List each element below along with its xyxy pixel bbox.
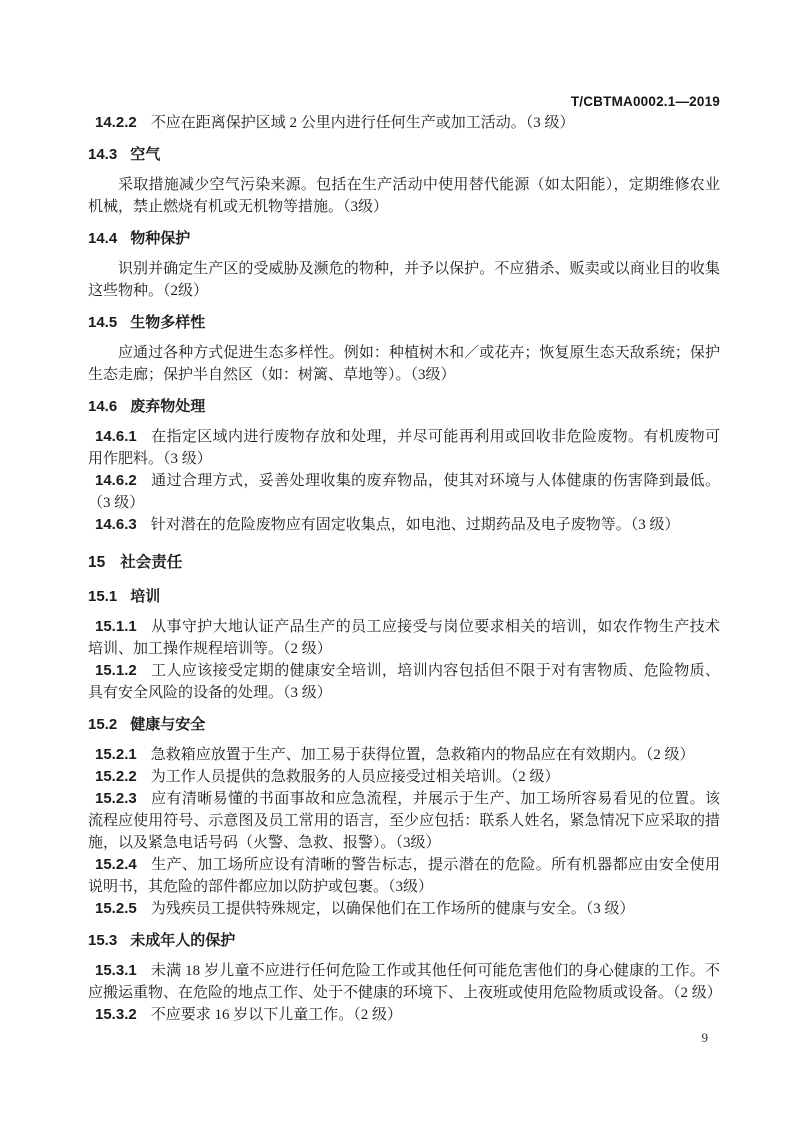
heading-number: 14.3	[88, 146, 118, 163]
clause	[88, 660, 720, 704]
paragraph-text: 应通过各种方式促进生态多样性。例如：种植树木和／或花卉；恢复原生态天敌系统；保护生态走廊；保护半自然区（如：树篱、草地等）。（3级）	[88, 345, 720, 383]
heading-title: 物种保护	[130, 230, 191, 247]
clause-text: 未满 18 岁儿童不应进行任何危险工作或其他任何可能危害他们的身心健康的工作。不应搬运重物、在危险的地点工作、处于不健康的环境下、上夜班或使用危险物质或设备。（2 级）	[88, 963, 722, 1001]
heading-number: 14.5	[88, 314, 118, 331]
clause	[88, 112, 720, 134]
clause-text: 生产、加工场所应设有清晰的警告标志，提示潜在的危险。所有机器都应由安全使用说明书，其危险的部件都应加以防护或包裹。（3级）	[88, 857, 720, 895]
clause	[88, 616, 720, 660]
standard-number: T/CBTMA0002.1—2019	[570, 94, 720, 109]
clause-text: 通过合理方式，妥善处理收集的废弃物品，使其对环境与人体健康的伤害降到最低。（3 级）	[88, 473, 720, 511]
clause-number: 15.1.1	[95, 618, 137, 635]
page-header	[88, 94, 720, 109]
clause-number: 15.2.4	[95, 856, 137, 873]
section-heading	[88, 396, 720, 418]
paragraph	[88, 258, 720, 302]
clause-number: 15.2.1	[95, 746, 137, 763]
section-heading	[88, 312, 720, 334]
heading-title: 未成年人的保护	[130, 932, 236, 949]
clause	[88, 470, 720, 514]
clause-text: 针对潜在的危险废物应有固定收集点，如电池、过期药品及电子废物等。（3 级）	[150, 517, 680, 533]
clause	[88, 960, 720, 1004]
clause-number: 14.6.3	[95, 516, 137, 533]
clause-text: 在指定区域内进行废物存放和处理，并尽可能再利用或回收非危险废物。有机废物可用作肥料。（3 级）	[88, 429, 720, 467]
heading-title: 健康与安全	[130, 716, 206, 733]
clause-text: 急救箱应放置于生产、加工易于获得位置，急救箱内的物品应在有效期内。（2 级）	[150, 747, 695, 763]
clause-text: 应有清晰易懂的书面事故和应急流程，并展示于生产、加工场所容易看见的位置。该流程应使用符号、示意图及员工常用的语言，至少应包括：联系人姓名，紧急情况下应采取的措施，以及紧急电话号码（火警、急救、报警）。（3级）	[88, 791, 720, 851]
clause-number: 15.2.3	[95, 790, 137, 807]
clause	[88, 766, 720, 788]
heading-title: 生物多样性	[130, 314, 206, 331]
clause-number: 15.2.2	[95, 768, 137, 785]
clause-text: 不应要求 16 岁以下儿童工作。（2 级）	[150, 1007, 402, 1023]
clause	[88, 426, 720, 470]
clause-number: 15.2.5	[95, 900, 137, 917]
clause-text: 从事守护大地认证产品生产的员工应接受与岗位要求相关的培训，如农作物生产技术培训、加工操作规程培训等。（2 级）	[88, 619, 720, 657]
page-footer	[702, 1030, 709, 1046]
clause-number: 15.3.2	[95, 1006, 137, 1023]
paragraph	[88, 342, 720, 386]
heading-number: 15.1	[88, 588, 118, 605]
heading-number: 15.3	[88, 932, 118, 949]
heading-title: 培训	[130, 588, 161, 605]
heading-title: 空气	[130, 146, 161, 163]
clause	[88, 744, 720, 766]
section-heading	[88, 714, 720, 736]
clause-text: 为残疾员工提供特殊规定，以确保他们在工作场所的健康与安全。（3 级）	[150, 901, 635, 917]
heading-number: 14.4	[88, 230, 118, 247]
clause-text: 不应在距离保护区域 2 公里内进行任何生产或加工活动。（3 级）	[150, 115, 575, 131]
clause-number: 15.1.2	[95, 662, 137, 679]
section-heading	[88, 586, 720, 608]
heading-number: 14.6	[88, 398, 118, 415]
clause-number: 15.3.1	[95, 962, 137, 979]
clause-number: 14.2.2	[95, 114, 137, 131]
paragraph	[88, 174, 720, 218]
clause-text: 为工作人员提供的急救服务的人员应接受过相关培训。（2 级）	[150, 769, 560, 785]
clause	[88, 514, 720, 536]
section-heading	[88, 228, 720, 250]
heading-number: 15.2	[88, 716, 118, 733]
heading-number: 15	[88, 554, 106, 571]
section-heading	[88, 930, 720, 952]
clause	[88, 788, 720, 854]
clause	[88, 898, 720, 920]
page-number: 9	[701, 1030, 708, 1045]
section-heading	[88, 144, 720, 166]
clause	[88, 854, 720, 898]
heading-title: 社会责任	[120, 554, 183, 571]
paragraph-text: 采取措施减少空气污染来源。包括在生产活动中使用替代能源（如太阳能），定期维修农业机械，禁止燃烧有机或无机物等措施。（3级）	[88, 177, 720, 215]
clause-number: 14.6.1	[95, 428, 137, 445]
clause-number: 14.6.2	[95, 472, 137, 489]
heading-title: 废弃物处理	[130, 398, 206, 415]
document-content	[88, 112, 720, 1026]
clause-text: 工人应该接受定期的健康安全培训，培训内容包括但不限于对有害物质、危险物质、具有安全风险的设备的处理。（3 级）	[88, 663, 720, 701]
paragraph-text: 识别并确定生产区的受威胁及濒危的物种，并予以保护。不应猎杀、贩卖或以商业目的收集这些物种。（2级）	[88, 261, 720, 299]
clause	[88, 1004, 720, 1026]
chapter-heading	[88, 552, 720, 574]
